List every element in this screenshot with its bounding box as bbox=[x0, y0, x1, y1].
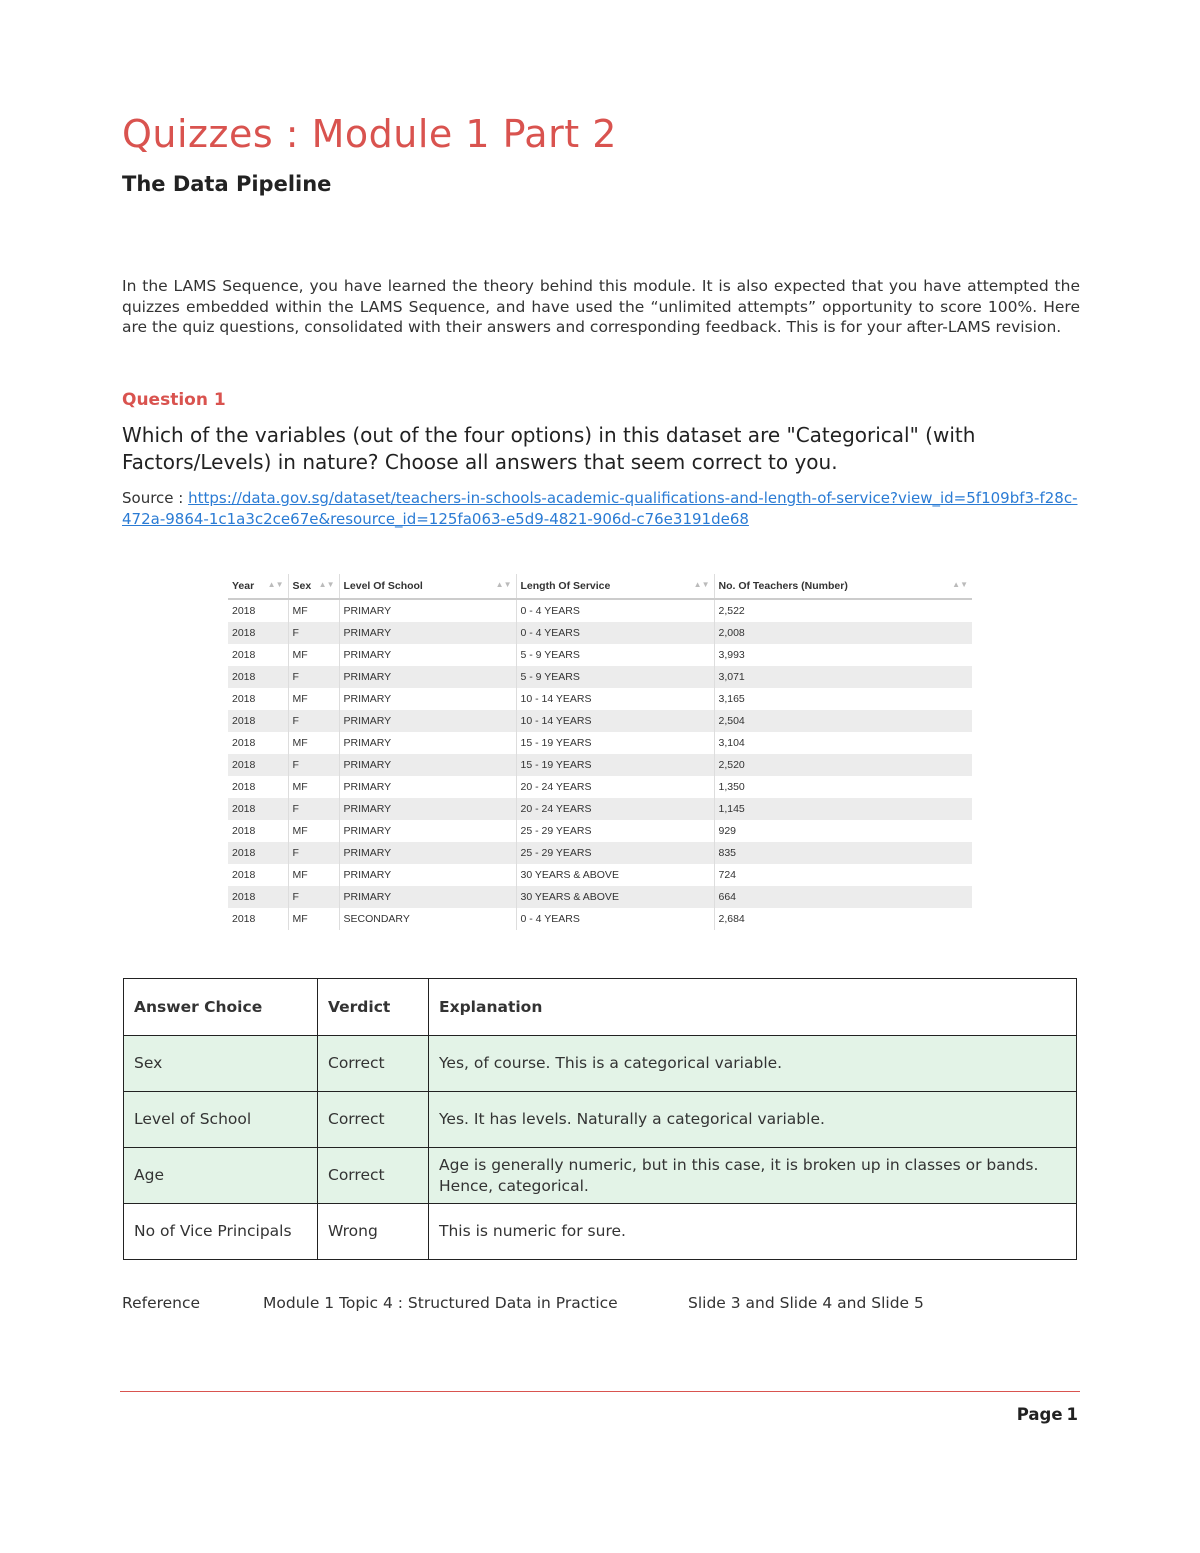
table-cell: F bbox=[288, 622, 339, 644]
intro-paragraph: In the LAMS Sequence, you have learned the theory behind this module. It is also expected that you have attempted the quizzes embedded within the LAMS Sequence, and have used the “unlimited attempts” opportunity to score 100%. Here are the quiz questions, consolidated with their answers and corresponding feedback. This is for your after-LAMS revision. bbox=[122, 277, 1080, 336]
dataset-header-level[interactable]: Level Of School ▲▼ bbox=[339, 574, 516, 599]
table-cell: 20 - 24 YEARS bbox=[516, 798, 714, 820]
table-cell: 2018 bbox=[228, 644, 288, 666]
table-cell: 2018 bbox=[228, 754, 288, 776]
table-cell: MF bbox=[288, 688, 339, 710]
table-cell: 2018 bbox=[228, 886, 288, 908]
sort-arrows-icon[interactable]: ▲▼ bbox=[267, 580, 284, 589]
table-cell: F bbox=[288, 710, 339, 732]
dataset-table bbox=[228, 574, 972, 930]
table-cell: PRIMARY bbox=[339, 666, 516, 688]
table-row bbox=[228, 644, 972, 666]
table-cell: MF bbox=[288, 820, 339, 842]
verdict-cell: Correct bbox=[318, 1148, 429, 1204]
table-cell: 5 - 9 YEARS bbox=[516, 644, 714, 666]
dataset-header-sex[interactable]: Sex ▲▼ bbox=[288, 574, 339, 599]
table-row bbox=[228, 886, 972, 908]
table-cell: 2018 bbox=[228, 864, 288, 886]
page-title: Quizzes : Module 1 Part 2 bbox=[122, 112, 617, 156]
table-cell: 2018 bbox=[228, 842, 288, 864]
reference-topic: Module 1 Topic 4 : Structured Data in Practice bbox=[263, 1294, 618, 1312]
reference-slides: Slide 3 and Slide 4 and Slide 5 bbox=[688, 1294, 924, 1312]
answers-table bbox=[123, 978, 1077, 1260]
table-cell: 10 - 14 YEARS bbox=[516, 688, 714, 710]
page-label: Page bbox=[1016, 1405, 1063, 1424]
table-cell: MF bbox=[288, 776, 339, 798]
explanation-cell: Age is generally numeric, but in this case, it is broken up in classes or bands. Hence, categorical. bbox=[429, 1148, 1077, 1204]
dataset-header-row bbox=[228, 574, 972, 599]
table-cell: PRIMARY bbox=[339, 842, 516, 864]
dataset-header-length[interactable]: Length Of Service ▲▼ bbox=[516, 574, 714, 599]
answer-row bbox=[124, 1148, 1077, 1204]
table-cell: 1,145 bbox=[714, 798, 972, 820]
table-row bbox=[228, 908, 972, 930]
table-cell: 2,504 bbox=[714, 710, 972, 732]
table-cell: 2018 bbox=[228, 732, 288, 754]
answer-choice-cell: Age bbox=[124, 1148, 318, 1204]
table-cell: 25 - 29 YEARS bbox=[516, 842, 714, 864]
table-cell: 30 YEARS & ABOVE bbox=[516, 864, 714, 886]
table-row bbox=[228, 776, 972, 798]
dataset-body bbox=[228, 599, 972, 930]
table-cell: MF bbox=[288, 908, 339, 930]
table-cell: 0 - 4 YEARS bbox=[516, 908, 714, 930]
table-cell: PRIMARY bbox=[339, 886, 516, 908]
page-number bbox=[1013, 1405, 1078, 1424]
table-cell: F bbox=[288, 886, 339, 908]
table-cell: 2018 bbox=[228, 622, 288, 644]
table-cell: 2,684 bbox=[714, 908, 972, 930]
table-row bbox=[228, 622, 972, 644]
answer-choice-cell: Level of School bbox=[124, 1092, 318, 1148]
answers-body bbox=[124, 1036, 1077, 1260]
source-link[interactable]: https://data.gov.sg/dataset/teachers-in-schools-academic-qualifications-and-length-of-service?view_id=5f109bf3-f28c-472a-9864-1c1a3c2ce67e&resource_id=125fa063-e5d9-4821-906d-c76e3191de68 bbox=[122, 489, 1078, 528]
source-line bbox=[122, 488, 1082, 529]
table-cell: 3,165 bbox=[714, 688, 972, 710]
table-row bbox=[228, 864, 972, 886]
table-cell: 2,520 bbox=[714, 754, 972, 776]
page-subtitle: The Data Pipeline bbox=[122, 172, 332, 196]
table-row bbox=[228, 732, 972, 754]
table-cell: 3,104 bbox=[714, 732, 972, 754]
answer-choice-cell: Sex bbox=[124, 1036, 318, 1092]
answer-row bbox=[124, 1204, 1077, 1260]
page-number-value: 1 bbox=[1066, 1405, 1078, 1424]
table-cell: MF bbox=[288, 644, 339, 666]
table-cell: 1,350 bbox=[714, 776, 972, 798]
table-cell: 724 bbox=[714, 864, 972, 886]
table-cell: 2,522 bbox=[714, 599, 972, 622]
table-cell: 2018 bbox=[228, 820, 288, 842]
verdict-cell: Wrong bbox=[318, 1204, 429, 1260]
table-cell: PRIMARY bbox=[339, 820, 516, 842]
table-cell: 2018 bbox=[228, 798, 288, 820]
table-cell: F bbox=[288, 842, 339, 864]
explanation-cell: Yes. It has levels. Naturally a categorical variable. bbox=[429, 1092, 1077, 1148]
table-cell: 2018 bbox=[228, 710, 288, 732]
table-cell: 25 - 29 YEARS bbox=[516, 820, 714, 842]
table-cell: PRIMARY bbox=[339, 622, 516, 644]
explanation-cell: This is numeric for sure. bbox=[429, 1204, 1077, 1260]
table-cell: PRIMARY bbox=[339, 732, 516, 754]
table-row bbox=[228, 820, 972, 842]
table-cell: PRIMARY bbox=[339, 776, 516, 798]
table-row bbox=[228, 666, 972, 688]
table-cell: 664 bbox=[714, 886, 972, 908]
table-cell: PRIMARY bbox=[339, 688, 516, 710]
table-cell: 30 YEARS & ABOVE bbox=[516, 886, 714, 908]
table-cell: 10 - 14 YEARS bbox=[516, 710, 714, 732]
table-cell: 2018 bbox=[228, 666, 288, 688]
sort-arrows-icon[interactable]: ▲▼ bbox=[495, 580, 512, 589]
table-cell: PRIMARY bbox=[339, 644, 516, 666]
table-cell: 15 - 19 YEARS bbox=[516, 732, 714, 754]
answers-header-explanation: Explanation bbox=[429, 979, 1077, 1036]
table-cell: F bbox=[288, 798, 339, 820]
table-row bbox=[228, 688, 972, 710]
source-label: Source : bbox=[122, 489, 189, 507]
table-cell: MF bbox=[288, 599, 339, 622]
table-cell: PRIMARY bbox=[339, 798, 516, 820]
answer-row bbox=[124, 1036, 1077, 1092]
dataset-header-year[interactable]: Year ▲▼ bbox=[228, 574, 288, 599]
table-cell: 2,008 bbox=[714, 622, 972, 644]
verdict-cell: Correct bbox=[318, 1092, 429, 1148]
answers-header-choice: Answer Choice bbox=[124, 979, 318, 1036]
footer-divider bbox=[120, 1391, 1080, 1392]
explanation-cell: Yes, of course. This is a categorical variable. bbox=[429, 1036, 1077, 1092]
answers-header-verdict: Verdict bbox=[318, 979, 429, 1036]
table-cell: 835 bbox=[714, 842, 972, 864]
table-row bbox=[228, 754, 972, 776]
verdict-cell: Correct bbox=[318, 1036, 429, 1092]
answer-row bbox=[124, 1092, 1077, 1148]
table-cell: 2018 bbox=[228, 599, 288, 622]
answer-choice-cell: No of Vice Principals bbox=[124, 1204, 318, 1260]
table-cell: PRIMARY bbox=[339, 754, 516, 776]
question-text: Which of the variables (out of the four options) in this dataset are "Categorical" (with Factors/Levels) in nature? Choose all answers that seem correct to you. bbox=[122, 423, 976, 474]
table-cell: 2018 bbox=[228, 908, 288, 930]
table-row bbox=[228, 599, 972, 622]
reference-label: Reference bbox=[122, 1294, 201, 1312]
table-cell: F bbox=[288, 754, 339, 776]
sort-arrows-icon[interactable]: ▲▼ bbox=[952, 580, 968, 589]
sort-arrows-icon[interactable]: ▲▼ bbox=[318, 580, 335, 589]
dataset-header-teachers[interactable]: No. Of Teachers (Number) ▲▼ bbox=[714, 574, 972, 599]
question-label: Question 1 bbox=[122, 390, 226, 410]
table-cell: 20 - 24 YEARS bbox=[516, 776, 714, 798]
table-cell: MF bbox=[288, 864, 339, 886]
table-cell: 2018 bbox=[228, 688, 288, 710]
table-cell: 3,993 bbox=[714, 644, 972, 666]
table-cell: 2018 bbox=[228, 776, 288, 798]
table-cell: F bbox=[288, 666, 339, 688]
table-cell: 0 - 4 YEARS bbox=[516, 599, 714, 622]
table-row bbox=[228, 710, 972, 732]
table-cell: PRIMARY bbox=[339, 599, 516, 622]
table-cell: 0 - 4 YEARS bbox=[516, 622, 714, 644]
table-cell: 5 - 9 YEARS bbox=[516, 666, 714, 688]
table-cell: 929 bbox=[714, 820, 972, 842]
table-cell: MF bbox=[288, 732, 339, 754]
table-cell: PRIMARY bbox=[339, 710, 516, 732]
table-cell: 15 - 19 YEARS bbox=[516, 754, 714, 776]
table-cell: PRIMARY bbox=[339, 864, 516, 886]
sort-arrows-icon[interactable]: ▲▼ bbox=[693, 580, 710, 589]
table-row bbox=[228, 798, 972, 820]
answers-header-row bbox=[124, 979, 1077, 1036]
table-row bbox=[228, 842, 972, 864]
table-cell: SECONDARY bbox=[339, 908, 516, 930]
table-cell: 3,071 bbox=[714, 666, 972, 688]
